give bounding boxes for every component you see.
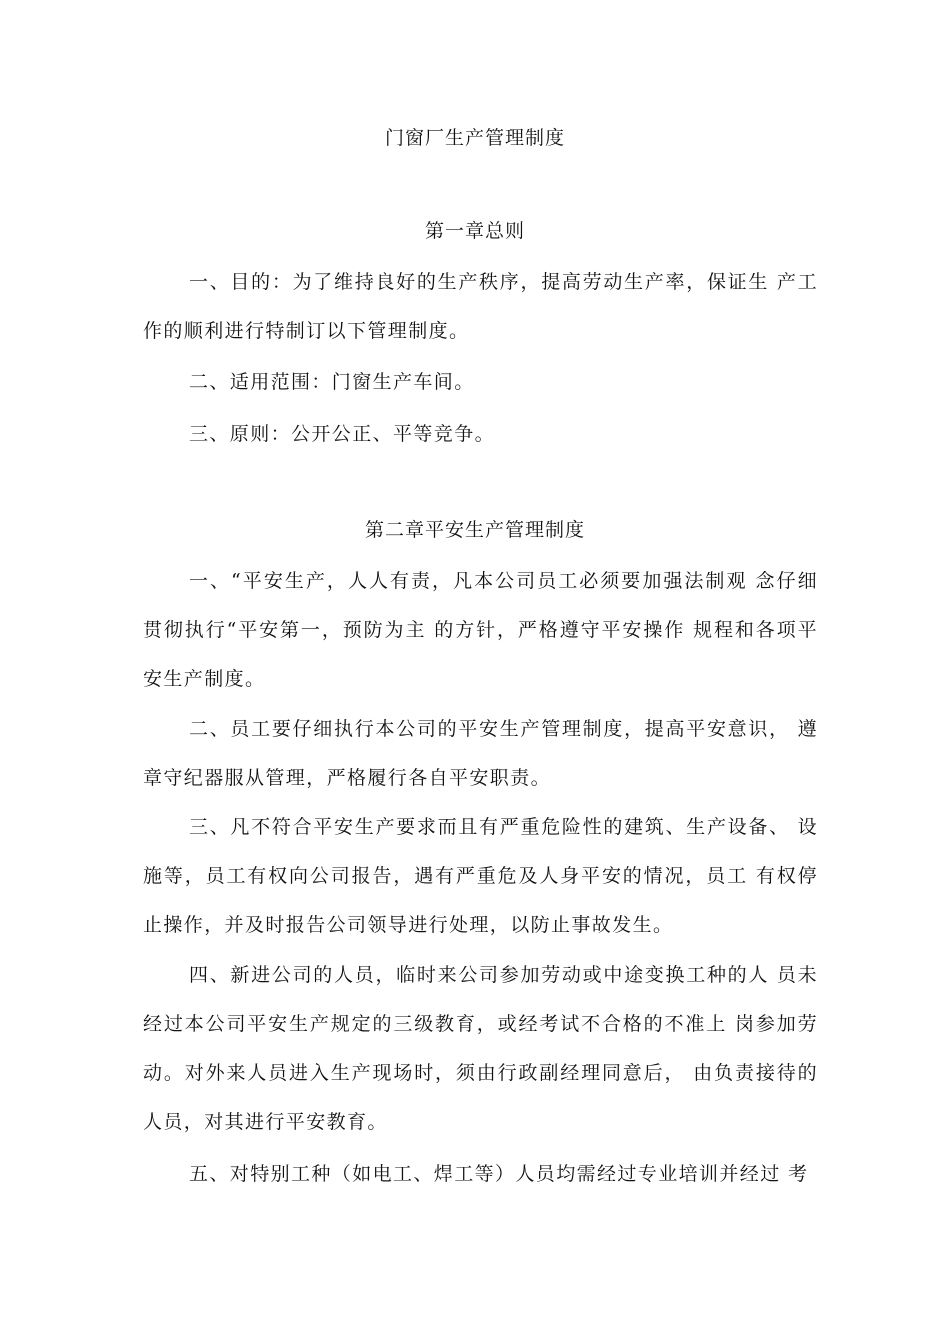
chapter-2-paragraph-1: 一、“平安生产，人人有责，凡本公司员工必须要加强法制观 念仔细贯彻执行“平安第一，预防为主 的方针，严格遵守平安操作 规程和各项平安生产制度。	[143, 570, 818, 690]
chapter-1-paragraph-3: 三、原则：公开公正、平等竞争。	[189, 423, 496, 445]
document-title: 门窗厂生产管理制度	[384, 127, 565, 149]
chapter-2-heading: 第二章平安生产管理制度	[364, 519, 585, 541]
chapter-1-paragraph-2: 二、适用范围：门窗生产车间。	[189, 371, 475, 393]
chapter-2-paragraph-3: 三、凡不符合平安生产要求而且有严重危险性的建筑、生产设备、 设施等，员工有权向公司报告，遇有严重危及人身平安的情况，员工 有权停止操作，并及时报告公司领导进行处理，以防止事故发生。	[143, 816, 818, 936]
chapter-2-paragraph-5: 五、对特别工种（如电工、焊工等）人员均需经过专业培训并经过 考	[189, 1163, 809, 1185]
chapter-1-paragraph-1: 一、目的：为了维持良好的生产秩序，提高劳动生产率，保证生 产工作的顺利进行特制订以下管理制度。	[143, 271, 818, 342]
chapter-2-paragraph-2: 二、员工要仔细执行本公司的平安生产管理制度，提高平安意识， 遵章守纪器服从管理，严格履行各自平安职责。	[143, 718, 818, 789]
chapter-2-paragraph-4: 四、新进公司的人员，临时来公司参加劳动或中途变换工种的人 员未经过本公司平安生产规定的三级教育，或经考试不合格的不准上 岗参加劳动。对外来人员进入生产现场时，须由行政副经理同意后， 由负责接待的人员，对其进行平安教育。	[143, 964, 818, 1133]
chapter-1-heading: 第一章总则	[424, 220, 525, 242]
